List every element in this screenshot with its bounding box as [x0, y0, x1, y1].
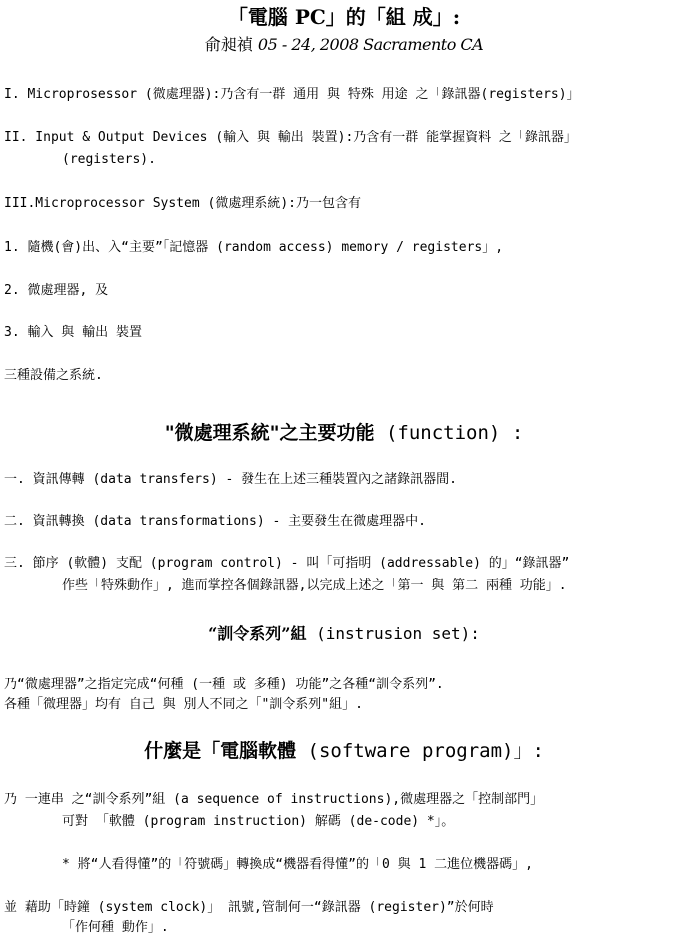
software-line: 可對 「軟體 (program instruction) 解碼 (de-code) *」。 [62, 814, 455, 829]
author-name: 俞昶禎 [204, 35, 253, 54]
byline [0, 35, 688, 55]
component-line: 三種設備之系統. [4, 368, 103, 383]
function-item: 二. 資訊轉換 (data transformations) - 主要發生在微處理器中. [4, 514, 426, 529]
instruction-set-line: 各種「微理器」均有 自己 與 別人不同之「"訓令系列"組」. [4, 697, 363, 712]
component-line: I. Microprosessor (微處理器):乃含有一群 通用 與 特殊 用途 之「錄訊器(registers)」 [4, 87, 580, 102]
function-item: 三. 節序 (軟體) 支配 (program control) - 叫「可指明 (addressable) 的」“錄訊器” [4, 556, 570, 571]
component-line: II. Input & Output Devices (輸入 與 輸出 裝置):乃含有一群 能掌握資料 之「錄訊器」 [4, 130, 577, 145]
software-line: 「作何種 動作」. [62, 920, 169, 935]
document-title: 「電腦 PC」的「組 成」: [227, 5, 461, 29]
instruction-set-heading-en: (instrusion set): [306, 624, 480, 643]
functions-heading-en: (function) : [374, 422, 524, 444]
software-line: 並 藉助「時鐘 (system clock)」 訊號,管制何一“錄訊器 (register)”於何時 [4, 900, 494, 915]
functions-heading-cjk: "微處理系統"之主要功能 [164, 422, 375, 444]
function-item-cont: 作些「特殊動作」, 進而掌控各個錄訊器,以完成上述之「第一 與 第二 兩種 功能」. [62, 578, 567, 593]
instruction-set-heading-cjk: “訓令系列”組 [208, 624, 307, 643]
software-heading [0, 739, 688, 763]
component-line: 3. 輸入 與 輸出 裝置 [4, 325, 142, 340]
software-heading-en: (software program)」: [296, 740, 544, 762]
date-place: 05 - 24, 2008 Sacramento CA [257, 35, 484, 54]
instruction-set-line: 乃“微處理器”之指定完成“何種 (一種 或 多種) 功能”之各種“訓令系列”. [4, 677, 444, 692]
component-line: (registers). [62, 152, 156, 167]
component-line: 2. 微處理器, 及 [4, 283, 109, 298]
software-line: 乃 一連串 之“訓令系列”組 (a sequence of instructions),微處理器之「控制部門」 [4, 792, 544, 807]
software-heading-cjk: 什麼是「電腦軟體 [144, 740, 297, 762]
software-note: * 將“人看得懂”的「符號碼」轉換成“機器看得懂”的「0 與 1 二進位機器碼」, [62, 857, 533, 872]
functions-heading [0, 421, 688, 445]
component-line: III.Microprocessor System (微處理系統):乃一包含有 [4, 196, 361, 211]
component-line: 1. 隨機(會)出、入“主要”「記憶器 (random access) memory / registers」, [4, 240, 504, 255]
instruction-set-heading [0, 624, 688, 644]
function-item: 一. 資訊傳轉 (data transfers) - 發生在上述三種裝置內之諸錄訊器間. [4, 472, 458, 487]
